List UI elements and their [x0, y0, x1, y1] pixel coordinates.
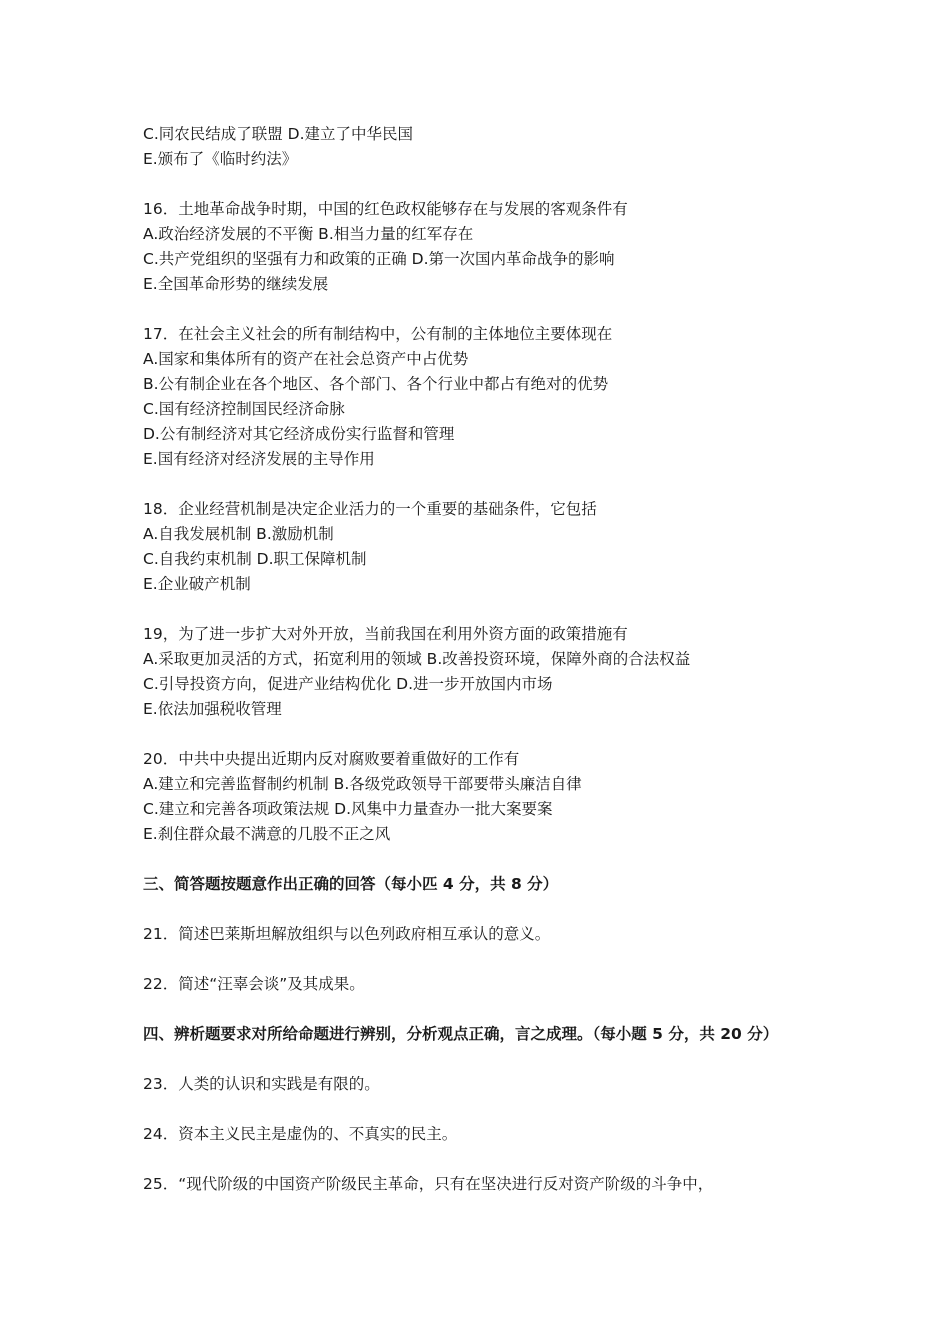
question-stem: 25．“现代阶级的中国资产阶级民主革命，只有在坚决进行反对资产阶级的斗争中， [143, 1175, 714, 1193]
question-stem: 22．简述“汪辜会谈”及其成果。 [143, 975, 365, 993]
paragraph-spacer [143, 947, 823, 972]
question-stem: 20．中共中央提出近期内反对腐败要着重做好的工作有 [143, 750, 520, 768]
question-line: A.国家和集体所有的资产在社会总资产中占优势 [143, 350, 469, 368]
question-block [143, 972, 823, 997]
question-line: C.国有经济控制国民经济命脉 [143, 400, 345, 418]
paragraph-spacer [143, 1047, 823, 1072]
question-line: B.公有制企业在各个地区、各个部门、各个行业中都占有绝对的优势 [143, 375, 609, 393]
paragraph-spacer [143, 722, 823, 747]
question-block [143, 122, 823, 172]
paragraph-spacer [143, 1147, 823, 1172]
question-line: E.企业破产机制 [143, 575, 251, 593]
paragraph-spacer [143, 472, 823, 497]
question-line: E.依法加强税收管理 [143, 700, 282, 718]
question-block [143, 1172, 823, 1197]
question-line: E.全国革命形势的继续发展 [143, 275, 329, 293]
paragraph-spacer [143, 847, 823, 872]
question-line: C.建立和完善各项政策法规 D.风集中力量查办一批大案要案 [143, 800, 553, 818]
question-stem: 24．资本主义民主是虚伪的、不真实的民主。 [143, 1125, 458, 1143]
question-stem: 17．在社会主义社会的所有制结构中，公有制的主体地位主要体现在 [143, 325, 613, 343]
question-line: A.采取更加灵活的方式，拓宽利用的领域 B.改善投资环境，保障外商的合法权益 [143, 650, 691, 668]
question-block [143, 322, 823, 472]
paragraph-spacer [143, 1097, 823, 1122]
question-line: C.自我约束机制 D.职工保障机制 [143, 550, 367, 568]
question-block [143, 197, 823, 297]
question-line: C.共产党组织的坚强有力和政策的正确 D.第一次国内革命战争的影响 [143, 250, 615, 268]
question-line: C.引导投资方向，促进产业结构优化 D.进一步开放国内市场 [143, 675, 553, 693]
question-block [143, 497, 823, 597]
paragraph-spacer [143, 172, 823, 197]
question-block [143, 1072, 823, 1097]
question-stem: 23．人类的认识和实践是有限的。 [143, 1075, 380, 1093]
question-block [143, 1122, 823, 1147]
question-stem: 16．土地革命战争时期，中国的红色政权能够存在与发展的客观条件有 [143, 200, 628, 218]
question-line: A.建立和完善监督制约机制 B.各级党政领导干部要带头廉洁自律 [143, 775, 582, 793]
paragraph-spacer [143, 897, 823, 922]
paragraph-spacer [143, 297, 823, 322]
paragraph-spacer [143, 597, 823, 622]
question-line: A.政治经济发展的不平衡 B.相当力量的红军存在 [143, 225, 474, 243]
question-block [143, 747, 823, 847]
question-line: E.刹住群众最不满意的几股不正之风 [143, 825, 391, 843]
question-stem: 21．简述巴莱斯坦解放组织与以色列政府相互承认的意义。 [143, 925, 551, 943]
paragraph-spacer [143, 997, 823, 1022]
question-line: E.颁布了《临时约法》 [143, 150, 298, 168]
question-line: D.公有制经济对其它经济成份实行监督和管理 [143, 425, 455, 443]
question-stem: 19，为了进一步扩大对外开放，当前我国在利用外资方面的政策措施有 [143, 625, 628, 643]
question-line: A.自我发展机制 B.激励机制 [143, 525, 334, 543]
document-body [143, 122, 823, 1197]
question-stem: 18．企业经营机制是决定企业活力的一个重要的基础条件，它包括 [143, 500, 597, 518]
section-heading: 三、简答题按题意作出正确的回答（每小匹 4 分，共 8 分） [143, 875, 559, 893]
question-line: C.同农民结成了联盟 D.建立了中华民国 [143, 125, 414, 143]
question-block [143, 622, 823, 722]
question-block [143, 922, 823, 947]
question-line: E.国有经济对经济发展的主导作用 [143, 450, 375, 468]
section-heading: 四、辨析题要求对所给命题进行辨别，分析观点正确，言之成理。（每小题 5 分，共 20 分） [143, 1025, 779, 1043]
